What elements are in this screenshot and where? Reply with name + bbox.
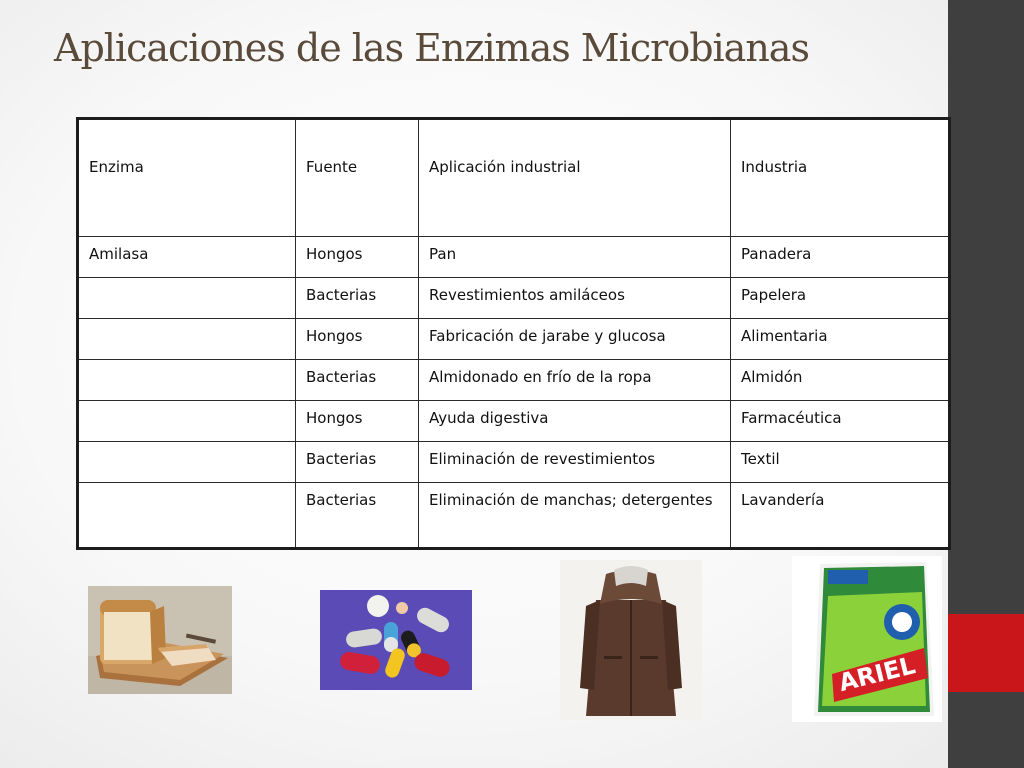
table-row xyxy=(78,237,950,278)
cell-enzima: Amilasa xyxy=(78,237,296,278)
enzyme-table xyxy=(76,117,951,550)
header-fuente: Fuente xyxy=(296,119,419,237)
cell-industria: Textil xyxy=(731,442,950,483)
header-aplicacion: Aplicación industrial xyxy=(419,119,731,237)
jacket-photo xyxy=(560,560,702,720)
cell-fuente: Hongos xyxy=(296,401,419,442)
detergent-box-photo xyxy=(792,556,942,722)
cell-enzima xyxy=(78,483,296,549)
jacket-illustration xyxy=(560,560,702,720)
pills-illustration xyxy=(320,590,472,690)
table-row xyxy=(78,442,950,483)
detergent-illustration xyxy=(792,556,942,722)
cell-industria: Almidón xyxy=(731,360,950,401)
slide-title: Aplicaciones de las Enzimas Microbianas xyxy=(54,26,809,70)
table-row xyxy=(78,278,950,319)
cell-enzima xyxy=(78,278,296,319)
cell-aplicacion: Ayuda digestiva xyxy=(419,401,731,442)
cell-fuente: Hongos xyxy=(296,319,419,360)
bread-illustration xyxy=(88,586,232,694)
header-industria: Industria xyxy=(731,119,950,237)
cell-fuente: Bacterias xyxy=(296,360,419,401)
cell-industria: Lavandería xyxy=(731,483,950,549)
side-accent-block xyxy=(948,614,1024,692)
cell-industria: Farmacéutica xyxy=(731,401,950,442)
cell-aplicacion: Almidonado en frío de la ropa xyxy=(419,360,731,401)
cell-aplicacion: Eliminación de manchas; detergentes xyxy=(419,483,731,549)
cell-industria: Panadera xyxy=(731,237,950,278)
cell-fuente: Bacterias xyxy=(296,483,419,549)
bread-photo xyxy=(88,586,232,694)
cell-fuente: Hongos xyxy=(296,237,419,278)
cell-aplicacion: Eliminación de revestimientos xyxy=(419,442,731,483)
cell-fuente: Bacterias xyxy=(296,278,419,319)
table-row xyxy=(78,401,950,442)
table-row xyxy=(78,319,950,360)
pills-photo xyxy=(320,590,472,690)
detergent-brand-text: ARIEL xyxy=(835,651,919,698)
cell-industria: Alimentaria xyxy=(731,319,950,360)
header-enzima: Enzima xyxy=(78,119,296,237)
cell-enzima xyxy=(78,442,296,483)
cell-enzima xyxy=(78,401,296,442)
cell-fuente: Bacterias xyxy=(296,442,419,483)
cell-enzima xyxy=(78,360,296,401)
table-row xyxy=(78,360,950,401)
cell-industria: Papelera xyxy=(731,278,950,319)
table-header-row xyxy=(78,119,950,237)
cell-aplicacion: Pan xyxy=(419,237,731,278)
cell-aplicacion: Revestimientos amiláceos xyxy=(419,278,731,319)
cell-aplicacion: Fabricación de jarabe y glucosa xyxy=(419,319,731,360)
cell-enzima xyxy=(78,319,296,360)
table-row xyxy=(78,483,950,549)
